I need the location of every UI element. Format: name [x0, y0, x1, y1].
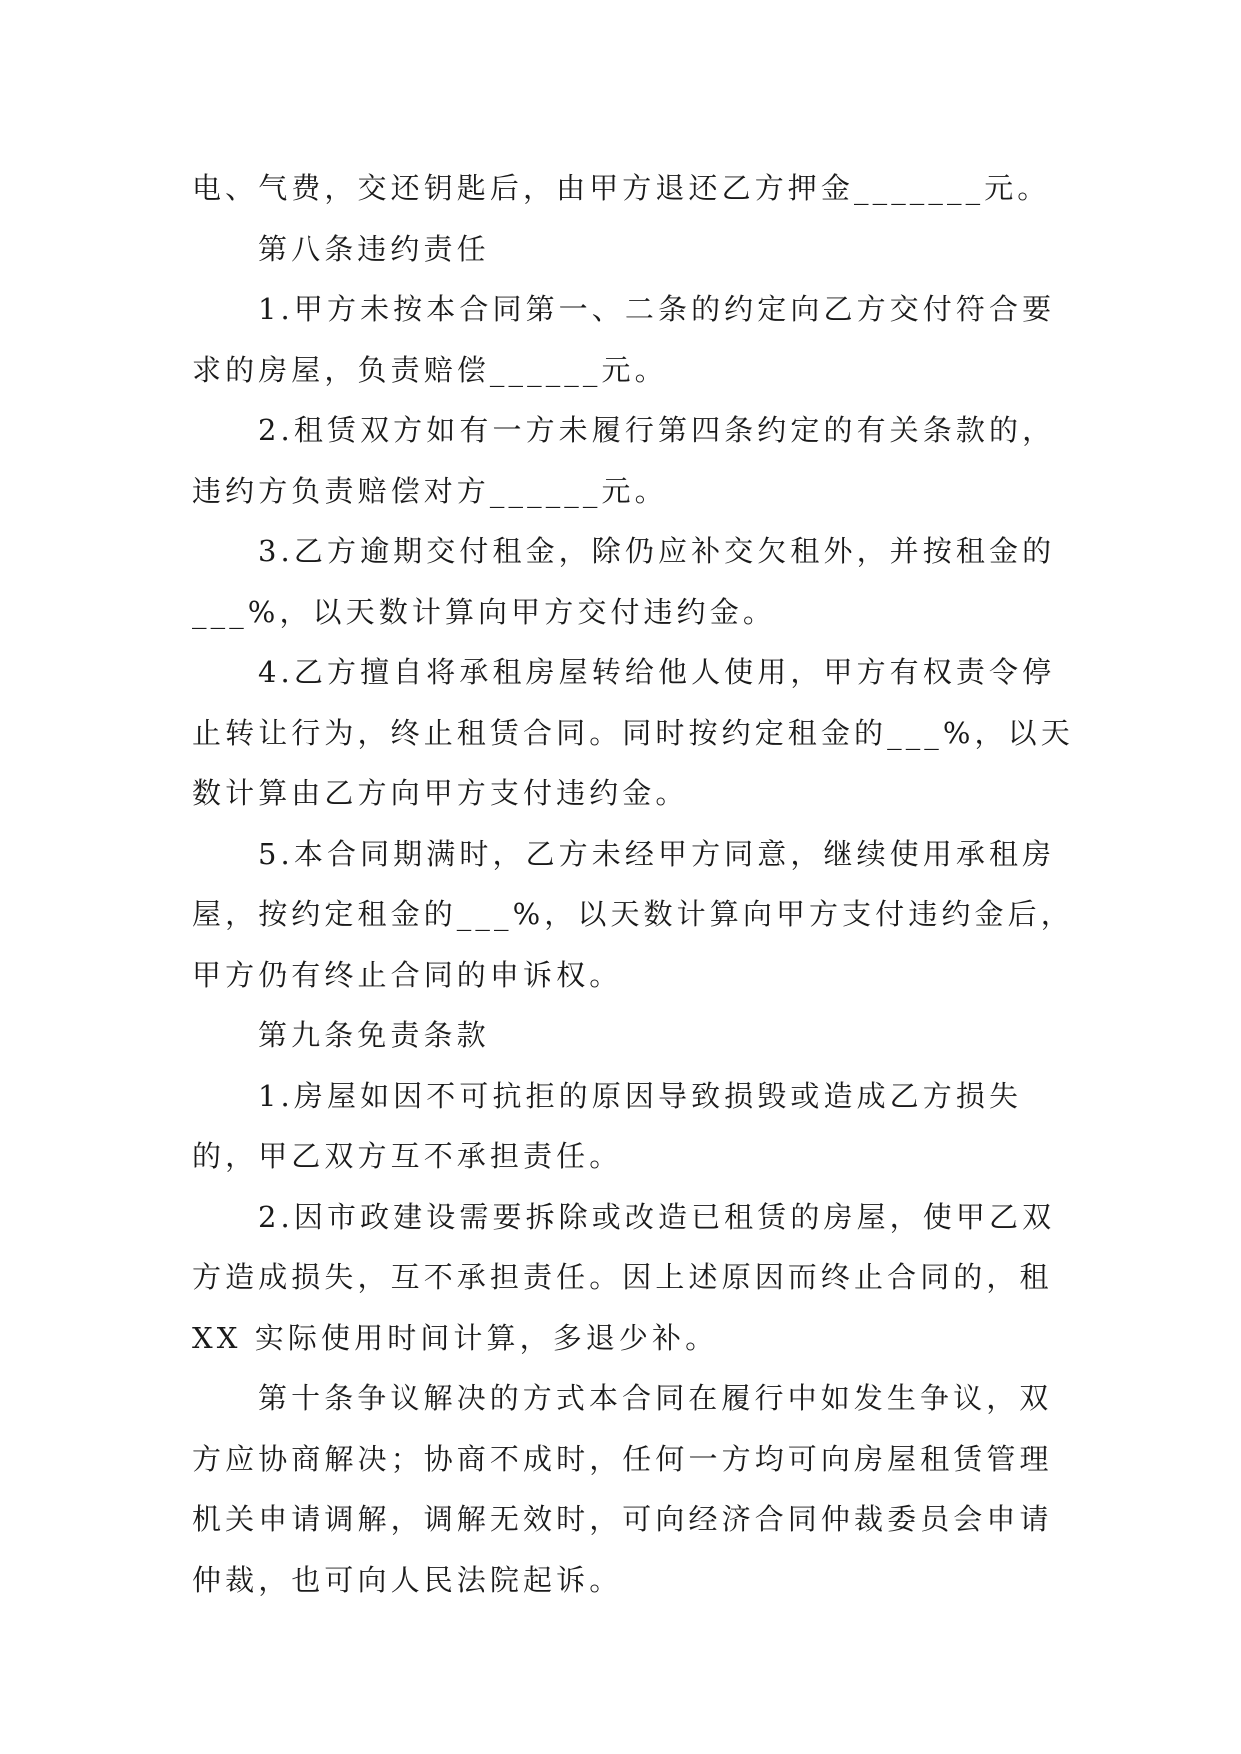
text-line: 第九条免责条款 [258, 1018, 490, 1052]
text-line: 机关申请调解，调解无效时，可向经济合同仲裁委员会申请 [192, 1502, 1053, 1536]
text-line: 4.乙方擅自将承租房屋转给他人使用，甲方有权责令停 [258, 655, 1056, 689]
text-line: 甲方仍有终止合同的申诉权。 [192, 957, 623, 992]
text-line: 数计算由乙方向甲方支付违约金。 [192, 776, 689, 810]
text-line: 仲裁，也可向人民法院起诉。 [192, 1562, 623, 1597]
text-line: 第八条违约责任 [258, 231, 490, 266]
text-line: 的，甲乙双方互不承担责任。 [192, 1139, 623, 1173]
text-line: 第十条争议解决的方式本合同在履行中如发生争议，双 [258, 1381, 1053, 1415]
text-line: 2.因市政建设需要拆除或改造已租赁的房屋，使甲乙双 [258, 1199, 1056, 1234]
text-line: 违约方负责赔偿对方______元。 [192, 473, 668, 508]
text-line: 5.本合同期满时，乙方未经甲方同意，继续使用承租房 [258, 836, 1056, 871]
text-line: 方应协商解决；协商不成时，任何一方均可向房屋租赁管理 [192, 1441, 1053, 1476]
document-body [192, 158, 1072, 1610]
text-line: ___%，以天数计算向甲方交付违约金。 [192, 594, 776, 629]
text-line: 求的房屋，负责赔偿______元。 [192, 352, 668, 387]
text-line: 止转让行为，终止租赁合同。同时按约定租金的___%，以天 [192, 715, 1074, 750]
text-line: 方造成损失，互不承担责任。因上述原因而终止合同的，租 [192, 1260, 1053, 1294]
text-line: 屋，按约定租金的___%，以天数计算向甲方支付违约金后， [192, 897, 1074, 931]
text-line: 1.甲方未按本合同第一、二条的约定向乙方交付符合要 [258, 292, 1056, 326]
text-line: 1.房屋如因不可抗拒的原因导致损毁或造成乙方损失 [258, 1078, 1023, 1113]
text-line: XX 实际使用时间计算，多退少补。 [192, 1320, 719, 1355]
text-line: 3.乙方逾期交付租金，除仍应补交欠租外，并按租金的 [258, 534, 1056, 568]
text-line: 2.租赁双方如有一方未履行第四条约定的有关条款的， [258, 413, 1056, 447]
text-line: 电、气费，交还钥匙后，由甲方退还乙方押金_______元。 [192, 171, 1051, 205]
